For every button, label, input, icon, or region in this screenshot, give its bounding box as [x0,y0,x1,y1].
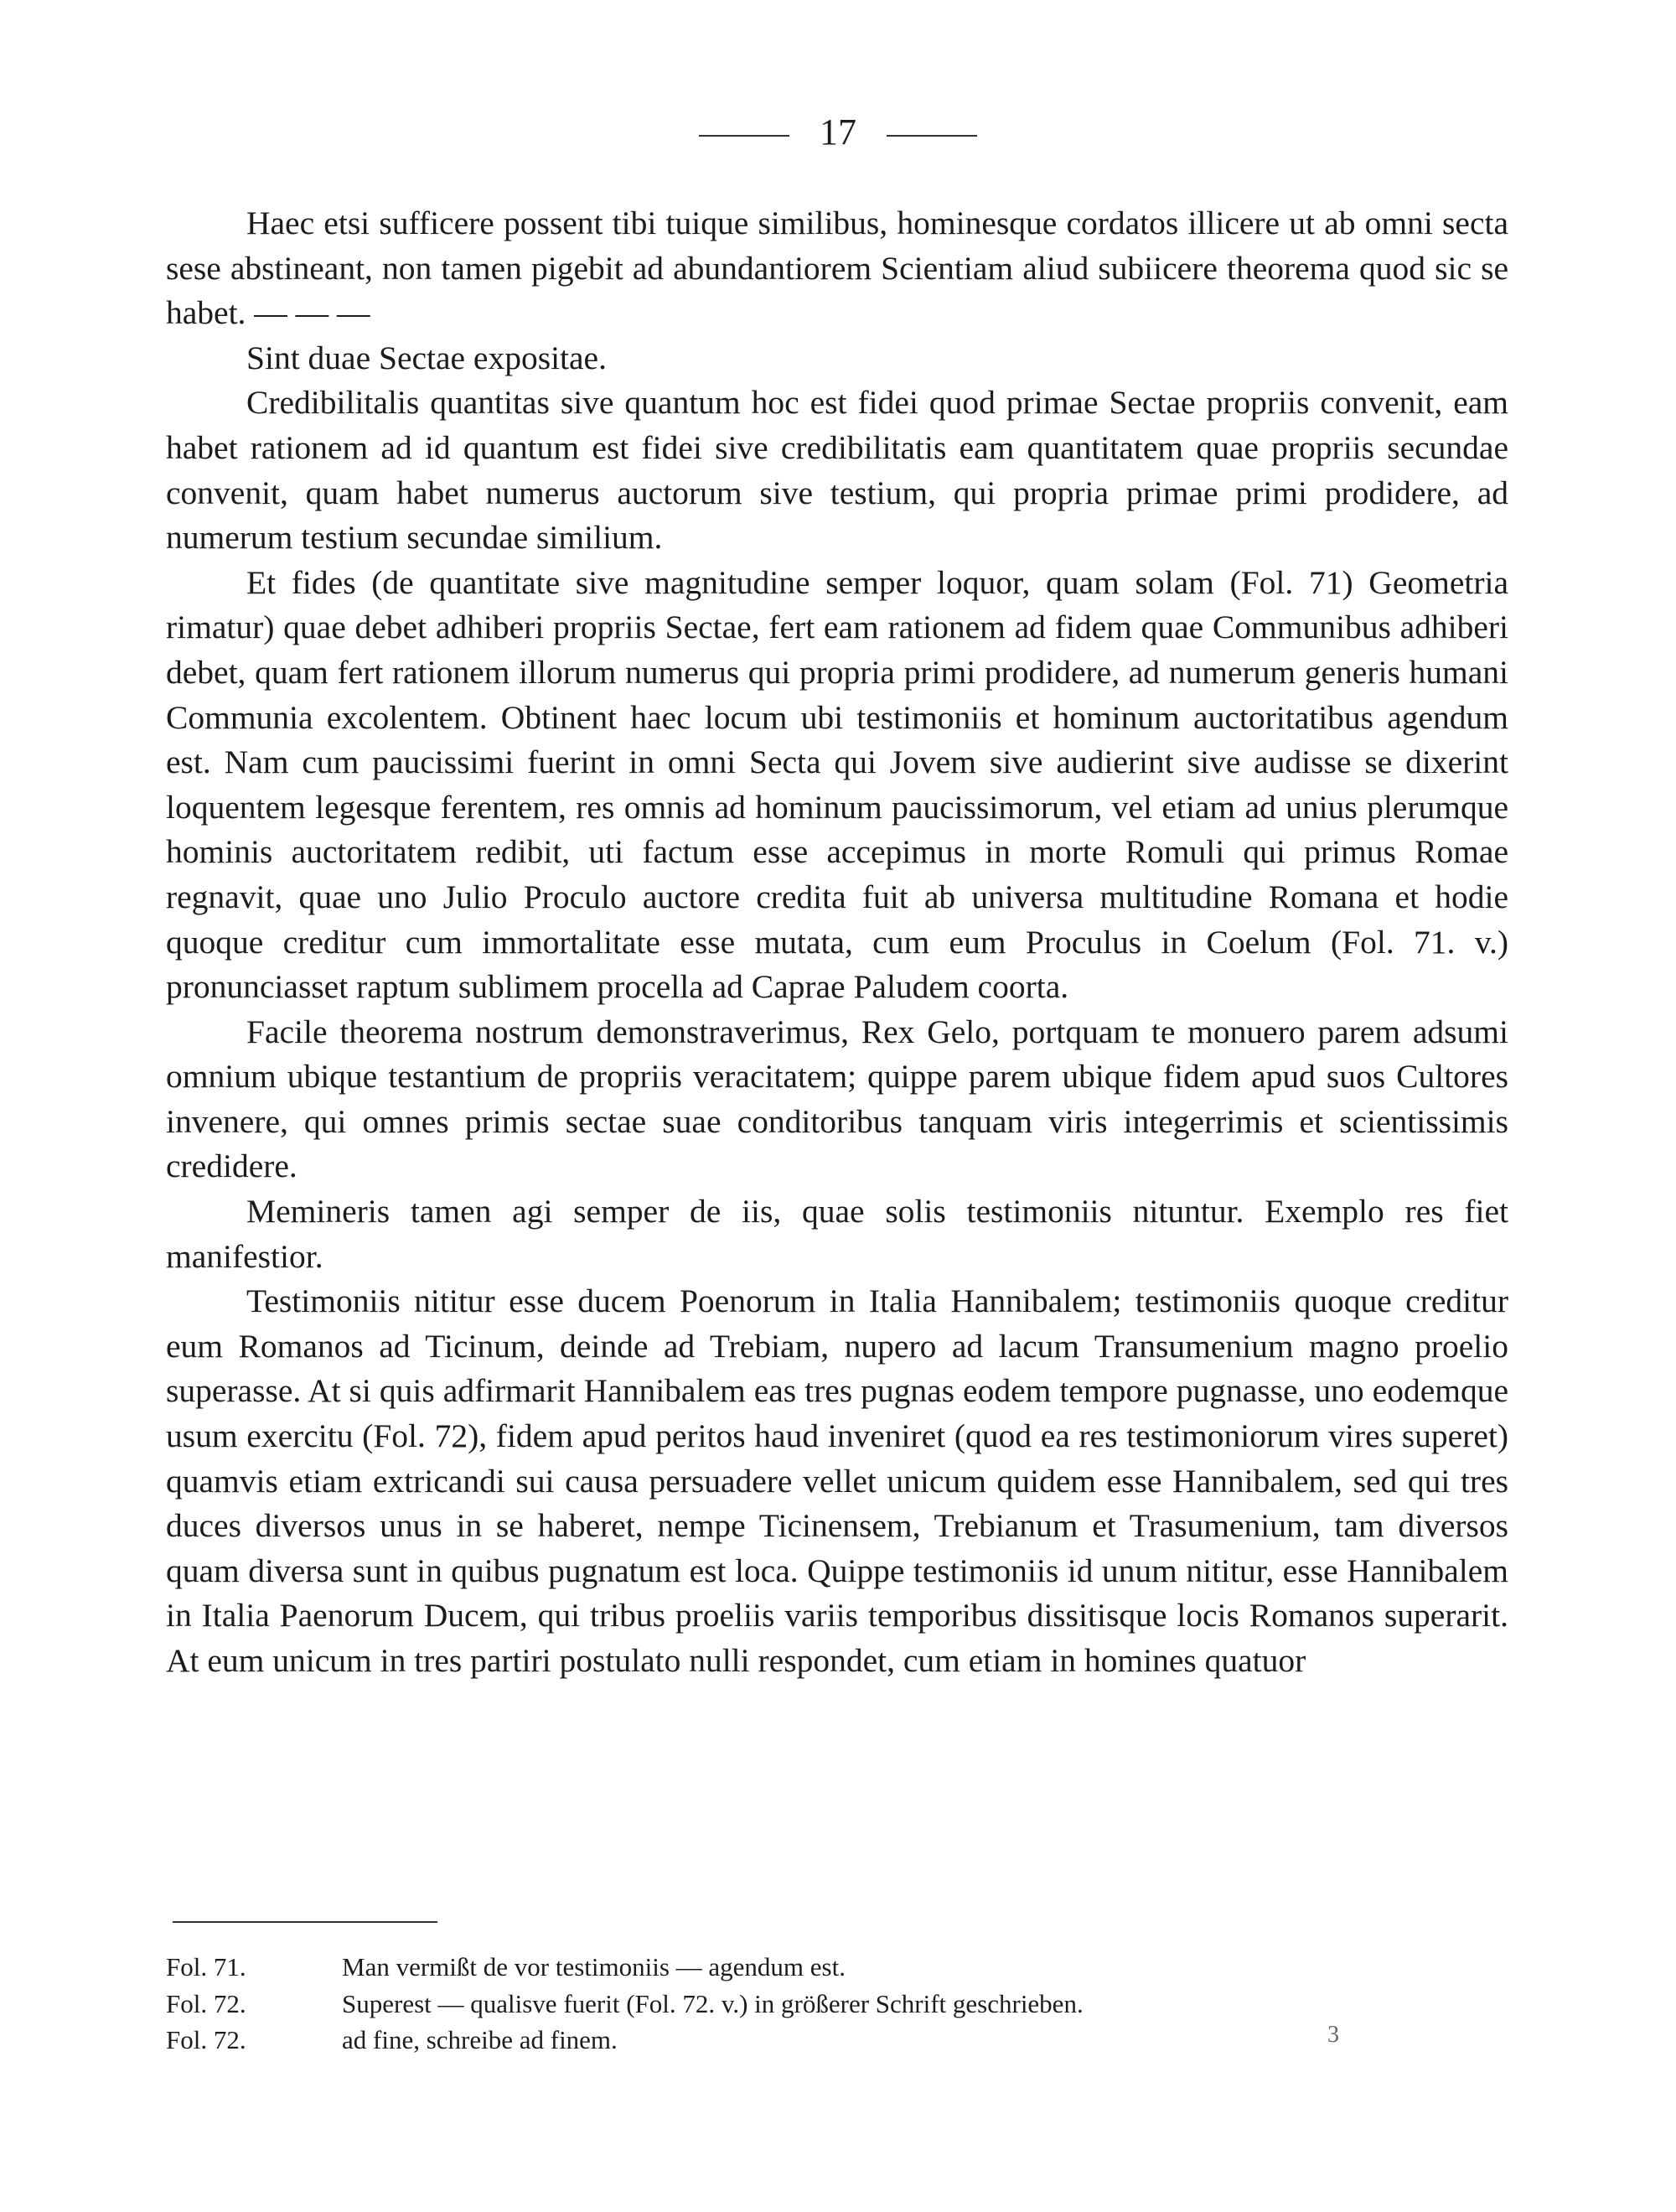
footnotes [166,1949,1523,2059]
paragraph: Haec etsi sufficere possent tibi tuique similibus, hominesque cordatos illicere ut ab omni secta sese abstineant, non tamen pigebit ad abundantiorem Scientiam aliud subiicere theorema quod sic se habet. — — — [166,205,1508,332]
header-rule-right [887,135,977,137]
signature-mark: 3 [1327,2022,1339,2048]
paragraph: Memineris tamen agi semper de iis, quae solis testimoniis nituntur. Exemplo res fiet manifestior. [166,1193,1508,1275]
header-rule-left [699,135,789,137]
footnote-text: ad fine, schreibe ad finem. [342,2025,618,2054]
footnote-rule [173,1921,437,1923]
footnote-ref: Fol. 72. [166,1988,246,2018]
footnote-ref: Fol. 71. [166,1952,246,1981]
footnote [166,1986,1523,2023]
paragraph: Testimoniis nititur esse ducem Poenorum in Italia Hannibalem; testimoniis quoque creditur eum Romanos ad Ticinum, deinde ad Trebiam, nupero ad lacum Transumenium magno proelio superasse. At si quis adfirmarit Hannibalem eas tres pugnas eodem tempore pugnasse, uno eodemque usum exercitu (Fol. 72), fidem apud peritos haud inveniret (quod ea res testimoniorum vires superet) quamvis etiam extricandi sui causa persuadere vellet unicum quidem esse Hannibalem, sed qui tres duces diversos unus in se haberet, nempe Ticinensem, Trebianum et Trasumenium, tam diversos quam diversa sunt in quibus pugnatum est loca. Quippe testimoniis id unum nititur, esse Hannibalem in Italia Paenorum Ducem, qui tribus proeliis variis temporibus dissitisque locis Romanos superarit. At eum unicum in tres partiri postulato nulli respondet, cum etiam in homines quatuor [166,1282,1508,1679]
paragraph: Et fides (de quantitate sive magnitudine semper loquor, quam solam (Fol. 71) Geometria rimatur) quae debet adhiberi propriis Sectae, fert eam rationem ad fidem quae Communibus adhiberi debet, quam fert rationem illorum numerus qui propria primi prodidere, ad numerum generis humani Communia excolentem. Obtinent haec locum ubi testimoniis et hominum auctoritatibus agendum est. Nam cum paucissimi fuerint in omni Secta qui Jovem sive audierint sive audisse se dixerint loquentem legesque ferentem, res omnis ad hominum paucissimorum, vel etiam ad unius plerumque hominis auctoritatem redibit, uti factum esse accepimus in morte Romuli qui primus Romae regnavit, quae uno Julio Proculo auctore credita fuit ab universa multitudine Romana et hodie quoque creditur cum immortalitate esse mutata, cum eum Proculus in Coelum (Fol. 71. v.) pronunciasset raptum sublimem procella ad Caprae Paludem coorta. [166,563,1508,1006]
page-number: 17 [820,111,856,153]
footnote-text: Superest — qualisve fuerit (Fol. 72. v.) in größerer Schrift geschrieben. [342,1988,1084,2018]
page-header [0,107,1676,158]
main-text [166,201,1508,1684]
footnote-text: Man vermißt de vor testimoniis — agendum est. [342,1952,846,1981]
paragraph: Sint duae Sectae expositae. [246,339,607,376]
paragraph: Credibilitalis quantitas sive quantum hoc est fidei quod primae Sectae propriis convenit, eam habet rationem ad id quantum est fidei sive credibilitatis eam quantitatem quae propriis secundae convenit, quam habet numerus auctorum sive testium, qui propria primae primi prodidere, ad numerum testium secundae similium. [166,384,1508,557]
paragraph: Facile theorema nostrum demonstraverimus, Rex Gelo, portquam te monuero parem adsumi omnium ubique testantium de propriis veracitatem; quippe parem ubique fidem apud suos Cultores invenere, qui omnes primis sectae suae conditoribus tanquam viris integerrimis et scientissimis credidere. [166,1013,1508,1185]
footnote [166,1949,1523,1986]
footnote-ref: Fol. 72. [166,2025,246,2054]
footnote [166,2022,1523,2059]
